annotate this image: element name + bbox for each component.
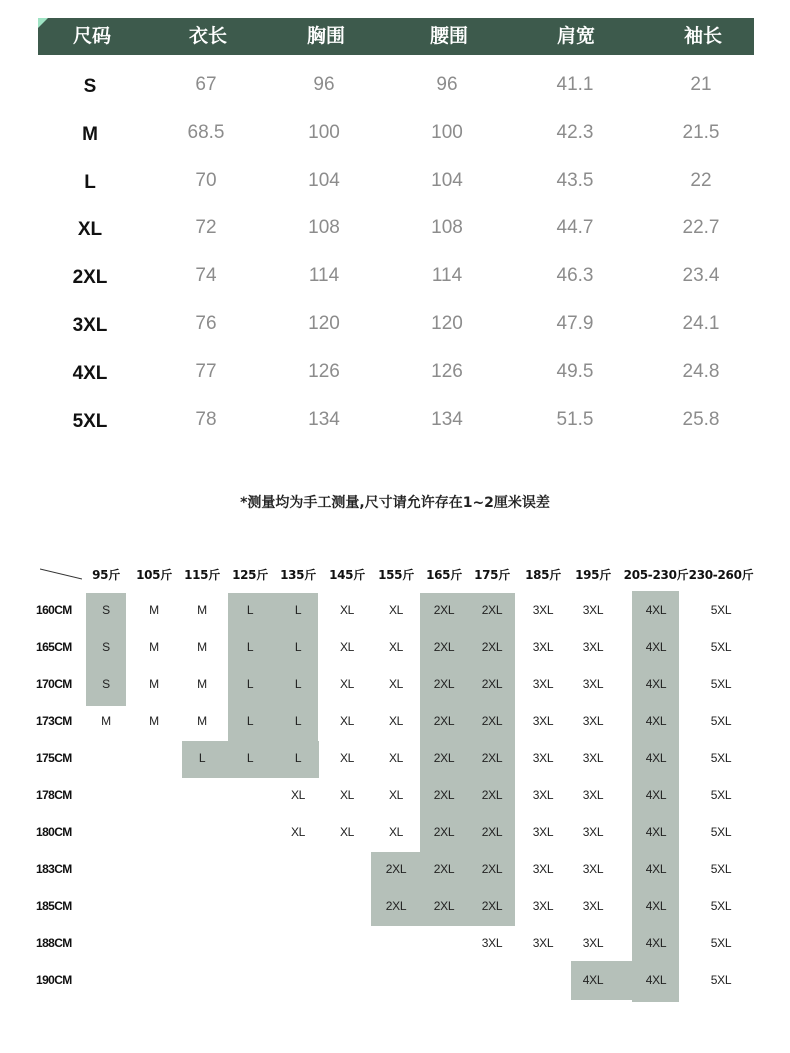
- fit-cell: L: [294, 677, 302, 691]
- fit-cell: 3XL: [582, 714, 604, 728]
- fit-cell: 3XL: [582, 788, 604, 802]
- height-label: 180CM: [36, 825, 72, 839]
- fit-cell: M: [101, 714, 111, 728]
- measurement-cell: 104: [308, 170, 340, 191]
- header-length: 衣长: [188, 25, 228, 47]
- fit-cell: 2XL: [433, 751, 455, 765]
- header-accent-corner: [38, 18, 48, 28]
- weight-header: 115斤: [184, 568, 220, 582]
- size-label: XL: [77, 219, 103, 240]
- fit-cell: XL: [388, 788, 404, 802]
- fit-cell: 3XL: [532, 640, 554, 654]
- measurement-cell: 25.8: [682, 409, 720, 430]
- fit-cell: 3XL: [582, 640, 604, 654]
- fit-cell: 4XL: [645, 973, 667, 987]
- height-label: 183CM: [36, 862, 72, 876]
- fit-cell: 5XL: [710, 603, 732, 617]
- highlight-block: [228, 593, 318, 741]
- measurement-cell: 104: [431, 170, 463, 191]
- fit-cell: 3XL: [532, 677, 554, 691]
- measurement-cell: 22: [690, 170, 712, 191]
- measurement-cell: 41.1: [556, 74, 594, 95]
- measurement-cell: 114: [431, 265, 463, 286]
- size-label: 2XL: [72, 267, 108, 288]
- fit-cell: 3XL: [582, 677, 604, 691]
- header-chest: 胸围: [306, 25, 346, 47]
- weight-header: 175斤: [474, 568, 510, 582]
- fit-cell: 5XL: [710, 899, 732, 913]
- fit-cell: 2XL: [481, 603, 503, 617]
- measurement-note: *测量均为手工测量,尺寸请允许存在1~2厘米误差: [240, 495, 550, 511]
- fit-cell: 4XL: [645, 825, 667, 839]
- measurement-cell: 21.5: [682, 122, 720, 143]
- weight-header: 135斤: [280, 568, 316, 582]
- size-label: 5XL: [72, 411, 108, 432]
- measurement-cell: 78: [195, 409, 217, 430]
- weight-header: 105斤: [136, 568, 172, 582]
- fit-cell: 5XL: [710, 677, 732, 691]
- measurement-cell: 114: [308, 265, 340, 286]
- fit-cell: XL: [339, 751, 355, 765]
- fit-cell: S: [102, 603, 110, 617]
- fit-cell: L: [246, 603, 254, 617]
- measurement-cell: 47.9: [556, 313, 594, 334]
- fit-cell: 4XL: [645, 788, 667, 802]
- measurement-cell: 100: [431, 122, 463, 143]
- fit-cell: 3XL: [582, 862, 604, 876]
- corner-diagonal: [40, 568, 82, 580]
- measurement-cell: 76: [195, 313, 217, 334]
- fit-cell: 2XL: [481, 899, 503, 913]
- height-label: 188CM: [36, 936, 72, 950]
- measurement-cell: 74: [195, 265, 217, 286]
- fit-cell: 5XL: [710, 936, 732, 950]
- size-label: S: [83, 76, 97, 97]
- height-label: 178CM: [36, 788, 72, 802]
- size-table-header: [38, 18, 754, 55]
- size-label: 3XL: [72, 315, 108, 336]
- fit-cell: M: [197, 714, 207, 728]
- fit-cell: 2XL: [385, 899, 407, 913]
- fit-cell: 3XL: [582, 751, 604, 765]
- fit-cell: 3XL: [532, 899, 554, 913]
- fit-cell: XL: [339, 677, 355, 691]
- size-label: L: [84, 172, 96, 193]
- fit-cell: 3XL: [481, 936, 503, 950]
- fit-cell: M: [149, 714, 159, 728]
- fit-cell: XL: [339, 825, 355, 839]
- fit-cell: 4XL: [645, 677, 667, 691]
- fit-cell: XL: [388, 825, 404, 839]
- fit-cell: L: [246, 714, 254, 728]
- fit-cell: XL: [388, 751, 404, 765]
- measurement-cell: 77: [195, 361, 217, 382]
- measurement-cell: 96: [313, 74, 335, 95]
- fit-cell: 5XL: [710, 714, 732, 728]
- fit-cell: M: [149, 677, 159, 691]
- fit-cell: 5XL: [710, 751, 732, 765]
- measurement-cell: 46.3: [556, 265, 594, 286]
- fit-cell: 3XL: [532, 862, 554, 876]
- fit-cell: M: [197, 603, 207, 617]
- measurement-cell: 23.4: [682, 265, 720, 286]
- weight-header: 95斤: [92, 568, 120, 582]
- fit-cell: 2XL: [433, 714, 455, 728]
- fit-cell: XL: [339, 640, 355, 654]
- header-shoulder: 肩宽: [556, 25, 596, 47]
- measurement-cell: 49.5: [556, 361, 594, 382]
- height-label: 165CM: [36, 640, 72, 654]
- height-label: 170CM: [36, 677, 72, 691]
- measurement-cell: 126: [431, 361, 463, 382]
- measurement-cell: 70: [195, 170, 217, 191]
- fit-cell: 4XL: [645, 936, 667, 950]
- fit-cell: 4XL: [645, 899, 667, 913]
- fit-cell: 2XL: [433, 677, 455, 691]
- fit-cell: XL: [388, 603, 404, 617]
- fit-cell: L: [294, 640, 302, 654]
- measurement-cell: 108: [431, 217, 463, 238]
- fit-cell: M: [149, 640, 159, 654]
- fit-cell: XL: [339, 714, 355, 728]
- fit-cell: 4XL: [645, 640, 667, 654]
- fit-cell: XL: [290, 788, 306, 802]
- measurement-cell: 24.8: [682, 361, 720, 382]
- fit-cell: 3XL: [532, 825, 554, 839]
- fit-cell: L: [294, 751, 302, 765]
- measurement-cell: 72: [195, 217, 217, 238]
- fit-cell: 5XL: [710, 788, 732, 802]
- fit-cell: S: [102, 640, 110, 654]
- fit-cell: 3XL: [532, 788, 554, 802]
- measurement-cell: 108: [308, 217, 340, 238]
- fit-cell: L: [246, 751, 254, 765]
- fit-cell: 2XL: [433, 899, 455, 913]
- fit-cell: L: [246, 677, 254, 691]
- fit-cell: 2XL: [433, 825, 455, 839]
- height-label: 173CM: [36, 714, 72, 728]
- fit-cell: 4XL: [582, 973, 604, 987]
- measurement-cell: 134: [308, 409, 340, 430]
- fit-cell: XL: [290, 825, 306, 839]
- fit-cell: 2XL: [433, 603, 455, 617]
- weight-header: 165斤: [426, 568, 462, 582]
- measurement-cell: 67: [195, 74, 217, 95]
- fit-cell: 4XL: [645, 862, 667, 876]
- measurement-cell: 44.7: [556, 217, 594, 238]
- height-label: 190CM: [36, 973, 72, 987]
- fit-cell: M: [197, 640, 207, 654]
- fit-cell: 2XL: [481, 751, 503, 765]
- measurement-cell: 100: [308, 122, 340, 143]
- size-label: 4XL: [72, 363, 108, 384]
- fit-cell: 3XL: [582, 603, 604, 617]
- measurement-cell: 42.3: [556, 122, 594, 143]
- weight-header: 195斤: [575, 568, 611, 582]
- size-label: M: [82, 124, 98, 145]
- fit-cell: 3XL: [532, 936, 554, 950]
- measurement-cell: 24.1: [682, 313, 720, 334]
- fit-cell: 3XL: [582, 899, 604, 913]
- height-label: 160CM: [36, 603, 72, 617]
- height-label: 175CM: [36, 751, 72, 765]
- fit-cell: 4XL: [645, 603, 667, 617]
- measurement-cell: 134: [431, 409, 463, 430]
- fit-cell: 2XL: [481, 714, 503, 728]
- measurement-cell: 126: [308, 361, 340, 382]
- measurement-cell: 21: [690, 74, 712, 95]
- weight-header: 145斤: [329, 568, 365, 582]
- measurement-cell: 51.5: [556, 409, 594, 430]
- weight-header: 155斤: [378, 568, 414, 582]
- fit-cell: 2XL: [385, 862, 407, 876]
- fit-cell: 3XL: [532, 603, 554, 617]
- fit-cell: 5XL: [710, 973, 732, 987]
- height-label: 185CM: [36, 899, 72, 913]
- fit-cell: L: [246, 640, 254, 654]
- fit-cell: 5XL: [710, 640, 732, 654]
- weight-header: 230-260斤: [688, 568, 754, 582]
- measurement-cell: 43.5: [556, 170, 594, 191]
- fit-cell: 2XL: [481, 640, 503, 654]
- header-sleeve: 袖长: [683, 25, 723, 47]
- fit-cell: M: [149, 603, 159, 617]
- fit-cell: 2XL: [481, 677, 503, 691]
- fit-cell: L: [198, 751, 206, 765]
- fit-cell: 5XL: [710, 825, 732, 839]
- fit-cell: M: [197, 677, 207, 691]
- fit-cell: 3XL: [532, 751, 554, 765]
- fit-cell: 2XL: [481, 825, 503, 839]
- fit-cell: 2XL: [481, 862, 503, 876]
- fit-cell: 2XL: [481, 788, 503, 802]
- highlight-block: [571, 961, 639, 1000]
- measurement-cell: 120: [308, 313, 340, 334]
- fit-cell: XL: [339, 788, 355, 802]
- fit-cell: 2XL: [433, 640, 455, 654]
- fit-cell: L: [294, 714, 302, 728]
- fit-cell: 3XL: [582, 825, 604, 839]
- measurement-cell: 120: [431, 313, 463, 334]
- fit-cell: XL: [388, 640, 404, 654]
- measurement-cell: 96: [436, 74, 458, 95]
- fit-cell: 3XL: [582, 936, 604, 950]
- fit-cell: S: [102, 677, 110, 691]
- fit-cell: 3XL: [532, 714, 554, 728]
- fit-cell: 5XL: [710, 862, 732, 876]
- fit-cell: 4XL: [645, 714, 667, 728]
- fit-cell: 2XL: [433, 788, 455, 802]
- header-size: 尺码: [72, 25, 112, 47]
- header-waist: 腰围: [429, 25, 469, 47]
- measurement-cell: 68.5: [187, 122, 225, 143]
- fit-cell: 2XL: [433, 862, 455, 876]
- measurement-cell: 22.7: [682, 217, 720, 238]
- fit-cell: XL: [388, 714, 404, 728]
- weight-header: 125斤: [232, 568, 268, 582]
- fit-cell: XL: [339, 603, 355, 617]
- fit-cell: XL: [388, 677, 404, 691]
- fit-cell: 4XL: [645, 751, 667, 765]
- weight-header: 185斤: [525, 568, 561, 582]
- weight-header: 205-230斤: [623, 568, 689, 582]
- fit-cell: L: [294, 603, 302, 617]
